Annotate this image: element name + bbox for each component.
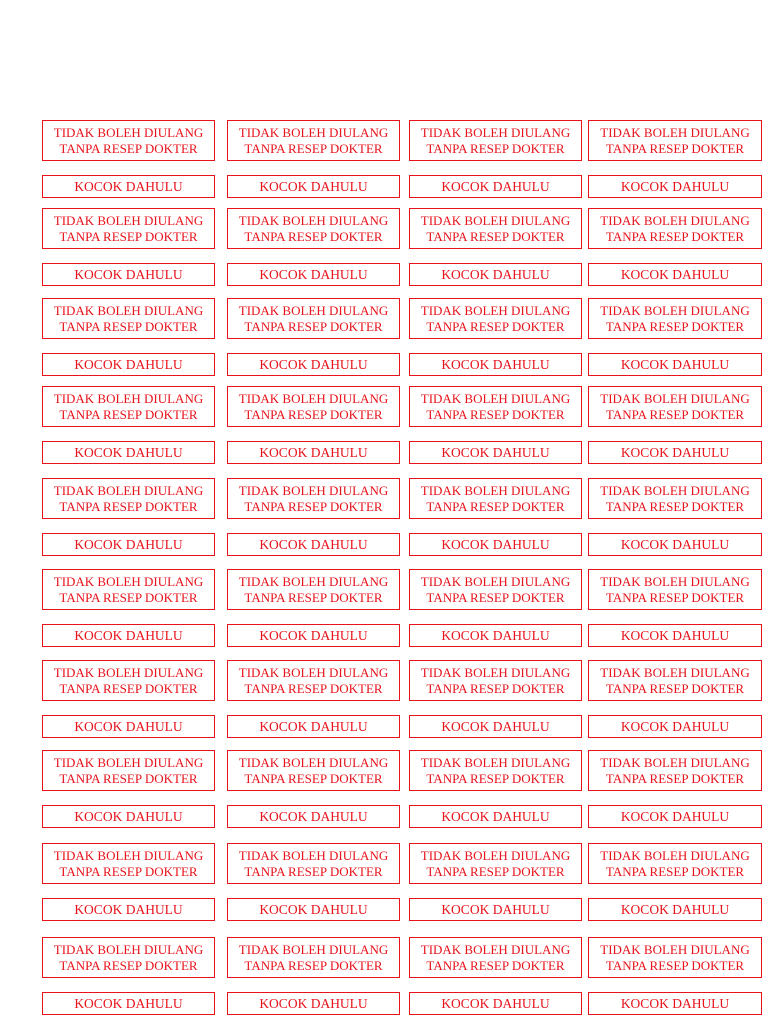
- shake-label: [42, 992, 215, 1015]
- shake-text: KOCOK DAHULU: [620, 718, 730, 734]
- warning-label: [227, 298, 400, 339]
- warning-line-2: TANPA RESEP DOKTER: [59, 140, 198, 156]
- warning-line-1: TIDAK BOLEH DIULANG: [53, 124, 204, 140]
- warning-line-2: TANPA RESEP DOKTER: [605, 406, 745, 422]
- warning-label: [409, 569, 582, 610]
- shake-text: KOCOK DAHULU: [259, 627, 368, 643]
- warning-line-1: TIDAK BOLEH DIULANG: [238, 754, 389, 770]
- warning-label: [588, 750, 762, 791]
- warning-line-2: TANPA RESEP DOKTER: [244, 957, 383, 973]
- warning-label: [42, 120, 215, 161]
- shake-text: KOCOK DAHULU: [74, 718, 183, 734]
- warning-line-1: TIDAK BOLEH DIULANG: [600, 212, 750, 228]
- shake-label: [588, 175, 762, 198]
- shake-text: KOCOK DAHULU: [259, 536, 368, 552]
- warning-line-2: TANPA RESEP DOKTER: [244, 318, 383, 334]
- warning-label: [42, 937, 215, 978]
- shake-text: KOCOK DAHULU: [259, 266, 368, 282]
- shake-label: [227, 715, 400, 738]
- warning-line-1: TIDAK BOLEH DIULANG: [420, 573, 571, 589]
- warning-line-1: TIDAK BOLEH DIULANG: [238, 573, 389, 589]
- warning-label: [227, 843, 400, 884]
- shake-label: [42, 898, 215, 921]
- shake-label: [409, 898, 582, 921]
- warning-label: [42, 478, 215, 519]
- warning-line-1: TIDAK BOLEH DIULANG: [53, 941, 204, 957]
- shake-text: KOCOK DAHULU: [259, 718, 368, 734]
- warning-line-2: TANPA RESEP DOKTER: [605, 318, 745, 334]
- shake-text: KOCOK DAHULU: [620, 356, 730, 372]
- shake-label: [42, 175, 215, 198]
- shake-text: KOCOK DAHULU: [620, 266, 730, 282]
- shake-text: KOCOK DAHULU: [74, 627, 183, 643]
- shake-text: KOCOK DAHULU: [259, 356, 368, 372]
- warning-line-2: TANPA RESEP DOKTER: [244, 680, 383, 696]
- shake-text: KOCOK DAHULU: [259, 808, 368, 824]
- warning-label: [588, 843, 762, 884]
- warning-line-2: TANPA RESEP DOKTER: [426, 957, 565, 973]
- warning-line-1: TIDAK BOLEH DIULANG: [600, 482, 750, 498]
- shake-label: [42, 715, 215, 738]
- warning-line-1: TIDAK BOLEH DIULANG: [420, 941, 571, 957]
- shake-label: [227, 898, 400, 921]
- shake-label: [42, 441, 215, 464]
- shake-text: KOCOK DAHULU: [441, 995, 550, 1011]
- shake-label: [42, 533, 215, 556]
- warning-line-2: TANPA RESEP DOKTER: [59, 318, 198, 334]
- shake-text: KOCOK DAHULU: [620, 995, 730, 1011]
- shake-label: [588, 715, 762, 738]
- warning-label: [409, 298, 582, 339]
- warning-line-2: TANPA RESEP DOKTER: [59, 770, 198, 786]
- shake-text: KOCOK DAHULU: [74, 266, 183, 282]
- warning-line-2: TANPA RESEP DOKTER: [59, 680, 198, 696]
- warning-label: [227, 478, 400, 519]
- warning-line-1: TIDAK BOLEH DIULANG: [53, 847, 204, 863]
- warning-line-2: TANPA RESEP DOKTER: [244, 406, 383, 422]
- warning-line-2: TANPA RESEP DOKTER: [244, 228, 383, 244]
- warning-label: [588, 298, 762, 339]
- shake-text: KOCOK DAHULU: [441, 627, 550, 643]
- warning-label: [588, 660, 762, 701]
- shake-label: [227, 805, 400, 828]
- shake-label: [227, 441, 400, 464]
- warning-label: [409, 660, 582, 701]
- shake-label: [227, 624, 400, 647]
- warning-label: [588, 937, 762, 978]
- shake-text: KOCOK DAHULU: [441, 536, 550, 552]
- warning-line-2: TANPA RESEP DOKTER: [426, 228, 565, 244]
- shake-label: [409, 263, 582, 286]
- warning-label: [588, 386, 762, 427]
- warning-line-1: TIDAK BOLEH DIULANG: [420, 124, 571, 140]
- warning-line-2: TANPA RESEP DOKTER: [59, 228, 198, 244]
- shake-label: [409, 624, 582, 647]
- shake-text: KOCOK DAHULU: [441, 718, 550, 734]
- warning-line-2: TANPA RESEP DOKTER: [605, 863, 745, 879]
- warning-line-1: TIDAK BOLEH DIULANG: [600, 124, 750, 140]
- warning-line-2: TANPA RESEP DOKTER: [59, 498, 198, 514]
- warning-label: [409, 208, 582, 249]
- warning-line-2: TANPA RESEP DOKTER: [59, 863, 198, 879]
- warning-line-1: TIDAK BOLEH DIULANG: [420, 482, 571, 498]
- shake-text: KOCOK DAHULU: [441, 356, 550, 372]
- warning-line-2: TANPA RESEP DOKTER: [605, 498, 745, 514]
- shake-text: KOCOK DAHULU: [74, 901, 183, 917]
- shake-text: KOCOK DAHULU: [74, 808, 183, 824]
- warning-line-2: TANPA RESEP DOKTER: [605, 957, 745, 973]
- warning-line-2: TANPA RESEP DOKTER: [426, 406, 565, 422]
- shake-label: [588, 263, 762, 286]
- warning-line-1: TIDAK BOLEH DIULANG: [53, 664, 204, 680]
- warning-line-1: TIDAK BOLEH DIULANG: [238, 390, 389, 406]
- shake-label: [588, 898, 762, 921]
- warning-label: [227, 120, 400, 161]
- warning-line-1: TIDAK BOLEH DIULANG: [53, 754, 204, 770]
- warning-line-1: TIDAK BOLEH DIULANG: [238, 482, 389, 498]
- warning-line-1: TIDAK BOLEH DIULANG: [420, 664, 571, 680]
- warning-line-1: TIDAK BOLEH DIULANG: [600, 941, 750, 957]
- warning-line-1: TIDAK BOLEH DIULANG: [600, 754, 750, 770]
- shake-label: [42, 805, 215, 828]
- shake-label: [227, 263, 400, 286]
- warning-label: [42, 750, 215, 791]
- warning-line-2: TANPA RESEP DOKTER: [244, 770, 383, 786]
- warning-line-1: TIDAK BOLEH DIULANG: [53, 390, 204, 406]
- shake-label: [588, 805, 762, 828]
- shake-text: KOCOK DAHULU: [620, 627, 730, 643]
- shake-label: [409, 533, 582, 556]
- warning-label: [409, 386, 582, 427]
- shake-label: [588, 533, 762, 556]
- warning-line-2: TANPA RESEP DOKTER: [59, 589, 198, 605]
- shake-text: KOCOK DAHULU: [74, 536, 183, 552]
- shake-text: KOCOK DAHULU: [74, 178, 183, 194]
- shake-label: [588, 624, 762, 647]
- warning-label: [409, 750, 582, 791]
- shake-text: KOCOK DAHULU: [74, 995, 183, 1011]
- shake-text: KOCOK DAHULU: [441, 444, 550, 460]
- warning-line-1: TIDAK BOLEH DIULANG: [600, 847, 750, 863]
- warning-label: [227, 208, 400, 249]
- warning-line-1: TIDAK BOLEH DIULANG: [600, 390, 750, 406]
- warning-line-2: TANPA RESEP DOKTER: [605, 680, 745, 696]
- warning-line-2: TANPA RESEP DOKTER: [426, 680, 565, 696]
- shake-label: [227, 353, 400, 376]
- shake-text: KOCOK DAHULU: [441, 901, 550, 917]
- warning-label: [227, 569, 400, 610]
- warning-line-1: TIDAK BOLEH DIULANG: [420, 212, 571, 228]
- shake-label: [42, 624, 215, 647]
- warning-line-1: TIDAK BOLEH DIULANG: [53, 302, 204, 318]
- shake-text: KOCOK DAHULU: [259, 178, 368, 194]
- warning-line-2: TANPA RESEP DOKTER: [426, 863, 565, 879]
- shake-text: KOCOK DAHULU: [259, 995, 368, 1011]
- shake-text: KOCOK DAHULU: [441, 178, 550, 194]
- warning-line-1: TIDAK BOLEH DIULANG: [420, 754, 571, 770]
- shake-text: KOCOK DAHULU: [620, 901, 730, 917]
- warning-line-1: TIDAK BOLEH DIULANG: [420, 390, 571, 406]
- shake-label: [409, 441, 582, 464]
- warning-line-1: TIDAK BOLEH DIULANG: [238, 212, 389, 228]
- warning-line-2: TANPA RESEP DOKTER: [59, 406, 198, 422]
- warning-line-1: TIDAK BOLEH DIULANG: [238, 124, 389, 140]
- warning-line-2: TANPA RESEP DOKTER: [605, 228, 745, 244]
- shake-label: [588, 353, 762, 376]
- warning-line-1: TIDAK BOLEH DIULANG: [420, 302, 571, 318]
- warning-line-2: TANPA RESEP DOKTER: [426, 498, 565, 514]
- shake-text: KOCOK DAHULU: [620, 178, 730, 194]
- warning-line-2: TANPA RESEP DOKTER: [605, 589, 745, 605]
- warning-line-2: TANPA RESEP DOKTER: [244, 498, 383, 514]
- warning-line-1: TIDAK BOLEH DIULANG: [238, 302, 389, 318]
- warning-line-1: TIDAK BOLEH DIULANG: [600, 573, 750, 589]
- shake-text: KOCOK DAHULU: [259, 444, 368, 460]
- warning-label: [42, 660, 215, 701]
- warning-line-2: TANPA RESEP DOKTER: [426, 589, 565, 605]
- warning-label: [409, 843, 582, 884]
- warning-label: [588, 569, 762, 610]
- warning-label: [42, 569, 215, 610]
- shake-label: [409, 805, 582, 828]
- warning-line-1: TIDAK BOLEH DIULANG: [238, 847, 389, 863]
- warning-line-1: TIDAK BOLEH DIULANG: [53, 482, 204, 498]
- warning-label: [588, 208, 762, 249]
- warning-label: [409, 120, 582, 161]
- warning-line-2: TANPA RESEP DOKTER: [605, 770, 745, 786]
- shake-label: [409, 992, 582, 1015]
- shake-label: [227, 175, 400, 198]
- warning-line-2: TANPA RESEP DOKTER: [426, 318, 565, 334]
- warning-label: [409, 478, 582, 519]
- warning-label: [42, 843, 215, 884]
- warning-label: [42, 386, 215, 427]
- warning-label: [227, 386, 400, 427]
- warning-line-1: TIDAK BOLEH DIULANG: [600, 302, 750, 318]
- warning-label: [588, 478, 762, 519]
- warning-line-1: TIDAK BOLEH DIULANG: [53, 573, 204, 589]
- shake-label: [227, 533, 400, 556]
- warning-line-1: TIDAK BOLEH DIULANG: [53, 212, 204, 228]
- shake-label: [588, 992, 762, 1015]
- warning-label: [227, 937, 400, 978]
- warning-line-1: TIDAK BOLEH DIULANG: [420, 847, 571, 863]
- warning-label: [409, 937, 582, 978]
- shake-text: KOCOK DAHULU: [620, 808, 730, 824]
- shake-text: KOCOK DAHULU: [74, 444, 183, 460]
- shake-label: [409, 175, 582, 198]
- warning-line-2: TANPA RESEP DOKTER: [59, 957, 198, 973]
- warning-label: [42, 298, 215, 339]
- shake-text: KOCOK DAHULU: [259, 901, 368, 917]
- shake-text: KOCOK DAHULU: [620, 444, 730, 460]
- warning-label: [227, 660, 400, 701]
- shake-text: KOCOK DAHULU: [441, 266, 550, 282]
- warning-line-2: TANPA RESEP DOKTER: [244, 140, 383, 156]
- warning-line-1: TIDAK BOLEH DIULANG: [238, 664, 389, 680]
- warning-label: [227, 750, 400, 791]
- shake-label: [42, 263, 215, 286]
- warning-line-2: TANPA RESEP DOKTER: [244, 863, 383, 879]
- warning-line-2: TANPA RESEP DOKTER: [244, 589, 383, 605]
- warning-label: [42, 208, 215, 249]
- warning-line-2: TANPA RESEP DOKTER: [426, 770, 565, 786]
- warning-line-1: TIDAK BOLEH DIULANG: [600, 664, 750, 680]
- shake-text: KOCOK DAHULU: [74, 356, 183, 372]
- shake-label: [409, 715, 582, 738]
- warning-line-2: TANPA RESEP DOKTER: [605, 140, 745, 156]
- shake-text: KOCOK DAHULU: [441, 808, 550, 824]
- shake-label: [42, 353, 215, 376]
- warning-label: [588, 120, 762, 161]
- shake-label: [588, 441, 762, 464]
- shake-label: [409, 353, 582, 376]
- warning-line-2: TANPA RESEP DOKTER: [426, 140, 565, 156]
- shake-label: [227, 992, 400, 1015]
- shake-text: KOCOK DAHULU: [620, 536, 730, 552]
- warning-line-1: TIDAK BOLEH DIULANG: [238, 941, 389, 957]
